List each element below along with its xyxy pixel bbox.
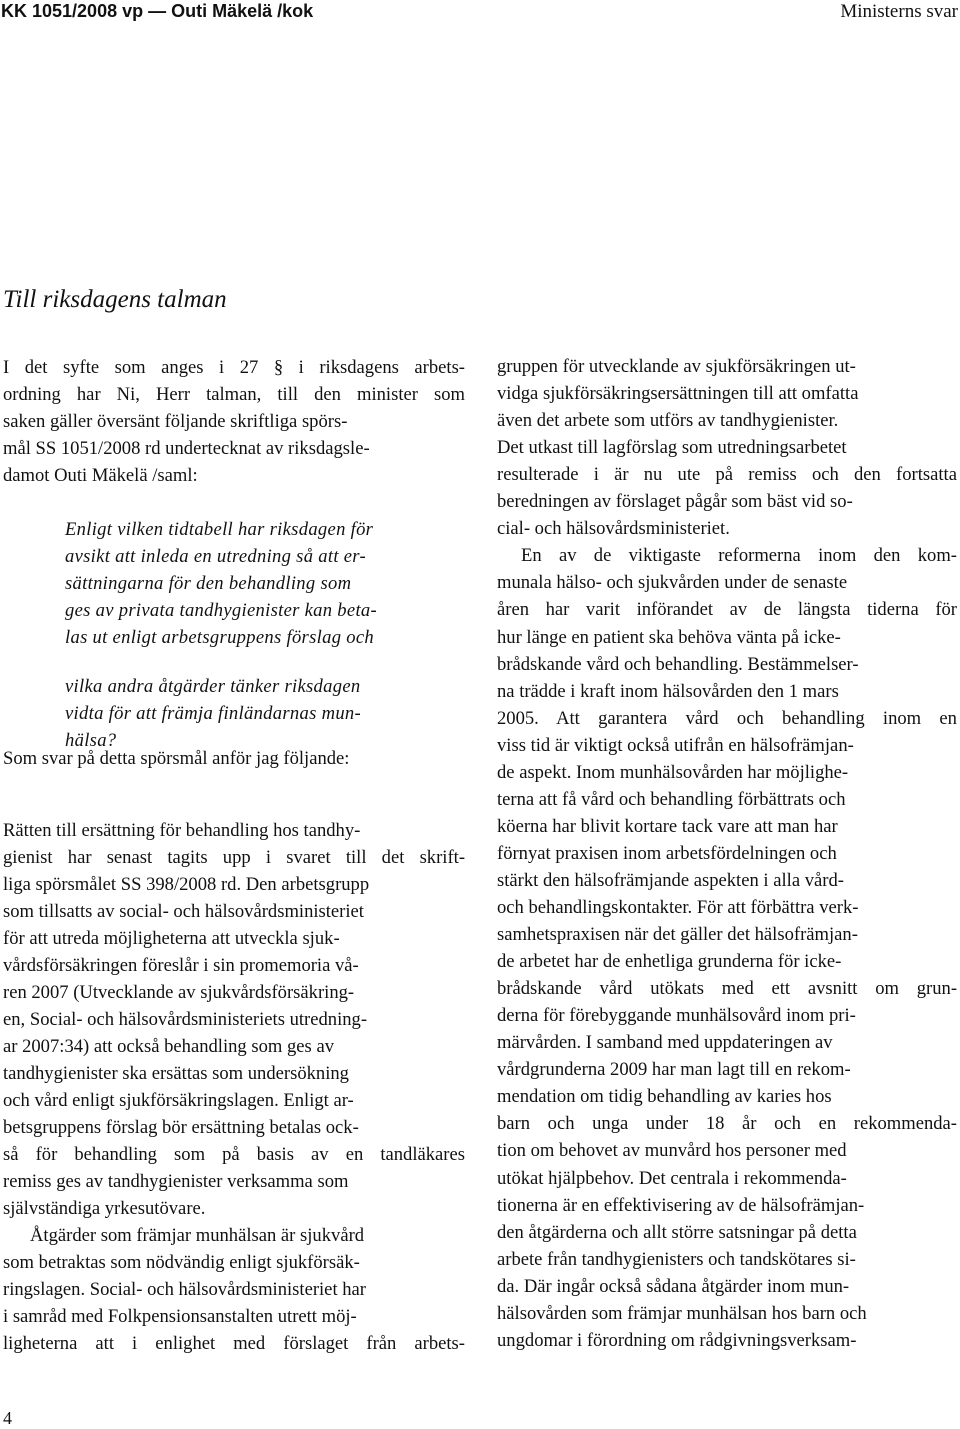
right-column-line: hur länge en patient ska behöva vänta på icke- bbox=[497, 627, 841, 648]
right-column-line: derna för förebyggande munhälsovård inom pri- bbox=[497, 1005, 856, 1026]
left-column-line: damot Outi Mäkelä /saml: bbox=[3, 465, 198, 486]
left-column-line: Åtgärder som främjar munhälsan är sjukvård bbox=[30, 1225, 365, 1246]
right-column-line: munala hälso- och sjukvården under de senaste bbox=[497, 572, 848, 593]
left-column-line: så för behandling som på basis av en tandläkares bbox=[3, 1144, 465, 1165]
right-column-line: na trädde i kraft inom hälsovården den 1 mars bbox=[497, 681, 839, 702]
right-column-line: Det utkast till lagförslag som utredningsarbetet bbox=[497, 437, 847, 458]
right-column-line: 2005. Att garantera vård och behandling inom en bbox=[497, 708, 957, 729]
right-column-line: viss tid är viktigt också utifrån en hälsofrämjan- bbox=[497, 735, 854, 756]
right-column-line: märvården. I samband med uppdateringen av bbox=[497, 1032, 833, 1053]
left-column-line: självständiga yrkesutövare. bbox=[3, 1198, 206, 1219]
running-header-right: Ministerns svar bbox=[840, 1, 958, 22]
left-column-line: I det syfte som anges i 27 § i riksdagens arbets- bbox=[3, 357, 465, 378]
left-column-line: hälsa? bbox=[65, 730, 117, 751]
right-column-line: förnyat praxisen inom arbetsfördelningen och bbox=[497, 843, 837, 864]
page-number: 4 bbox=[3, 1408, 12, 1428]
right-column-line: brådskande vård utökats med ett avsnitt om grun- bbox=[497, 978, 958, 999]
left-column-line: gienist har senast tagits upp i svaret till det skrift- bbox=[3, 847, 466, 868]
left-column-line: tandhygienister ska ersättas som undersökning bbox=[3, 1063, 349, 1084]
right-column-line: ungdomar i förordning om rådgivningsverksam- bbox=[497, 1330, 857, 1351]
left-column-line: ligheterna att i enlighet med förslaget från arbets- bbox=[3, 1333, 465, 1354]
right-column-line: de aspekt. Inom munhälsovården har möjlighe- bbox=[497, 762, 849, 783]
right-column-line: den åtgärderna och allt större satsningar på detta bbox=[497, 1222, 857, 1243]
left-column-line: Enligt vilken tidtabell har riksdagen för bbox=[65, 519, 374, 540]
left-column-line: ren 2007 (Utvecklande av sjukvårdsförsäkring- bbox=[3, 982, 355, 1003]
left-column-line: Som svar på detta spörsmål anför jag följande: bbox=[3, 748, 350, 769]
right-column-line: beredningen av förslaget pågår som bäst vid so- bbox=[497, 491, 853, 512]
left-column-line: sättningarna för den behandling som bbox=[65, 573, 352, 594]
right-column-line: åren har varit införandet av de längsta tiderna för bbox=[497, 599, 957, 620]
running-header-left: KK 1051/2008 vp — Outi Mäkelä /kok bbox=[1, 1, 314, 21]
left-column-line: las ut enligt arbetsgruppens förslag och bbox=[65, 627, 374, 648]
right-column-line: utökat hjälpbehov. Det centrala i rekommenda- bbox=[497, 1168, 847, 1189]
right-column-line: En av de viktigaste reformerna inom den kom- bbox=[521, 545, 957, 566]
right-column-line: gruppen för utvecklande av sjukförsäkringen ut- bbox=[497, 356, 856, 377]
right-column-line: även det arbete som utförs av tandhygienister. bbox=[497, 410, 839, 431]
right-column-line: cial- och hälsovårdsministeriet. bbox=[497, 518, 730, 539]
left-column-line: vårdsförsäkringen föreslår i sin promemoria vå- bbox=[3, 955, 359, 976]
left-column-line: som tillsatts av social- och hälsovårdsministeriet bbox=[3, 901, 364, 922]
right-column-line: de arbetet har de enhetliga grunderna för icke- bbox=[497, 951, 842, 972]
left-column-line: ordning har Ni, Herr talman, till den minister som bbox=[3, 384, 465, 405]
right-column-line: tion om behovet av munvård hos personer med bbox=[497, 1140, 847, 1161]
left-column-line: avsikt att inleda en utredning så att er- bbox=[65, 546, 366, 567]
left-column-line: saken gäller översänt följande skriftliga spörs- bbox=[3, 411, 348, 432]
right-column-line: stärkt den hälsofrämjande aspekten i alla vård- bbox=[497, 870, 844, 891]
right-column-line: resulterade i är nu ute på remiss och den fortsatta bbox=[497, 464, 957, 485]
right-column-line: köerna har blivit kortare tack vare att man har bbox=[497, 816, 838, 837]
right-column-line: terna att få vård och behandling förbättrats och bbox=[497, 789, 846, 810]
left-column-line: i samråd med Folkpensionsanstalten utrett möj- bbox=[3, 1306, 357, 1327]
left-column-line: Rätten till ersättning för behandling hos tandhy- bbox=[3, 820, 361, 841]
left-column-line: vidta för att främja finländarnas mun- bbox=[65, 703, 361, 724]
right-column-line: samhetspraxisen när det gäller det hälsofrämjan- bbox=[497, 924, 858, 945]
left-column-line: remiss ges av tandhygienister verksamma som bbox=[3, 1171, 349, 1192]
right-column-line: arbete från tandhygienisters och tandskötares si- bbox=[497, 1249, 856, 1270]
left-column-line: som betraktas som nödvändig enligt sjukförsäk- bbox=[3, 1252, 360, 1273]
left-column-line: för att utreda möjligheterna att utveckla sjuk- bbox=[3, 928, 340, 949]
right-column-line: hälsovården som främjar munhälsan hos barn och bbox=[497, 1303, 867, 1324]
left-column-line: vilka andra åtgärder tänker riksdagen bbox=[65, 676, 361, 697]
left-column-line: liga spörsmålet SS 398/2008 rd. Den arbetsgrupp bbox=[3, 874, 370, 895]
right-column-line: barn och unga under 18 år och en rekommenda- bbox=[497, 1113, 958, 1134]
left-column-line: och vård enligt sjukförsäkringslagen. Enligt ar- bbox=[3, 1090, 354, 1111]
right-column-line: vidga sjukförsäkringsersättningen till att omfatta bbox=[497, 383, 859, 404]
left-column-line: betsgruppens förslag bör ersättning betalas ock- bbox=[3, 1117, 359, 1138]
left-column-line: ringslagen. Social- och hälsovårdsministeriet har bbox=[3, 1279, 366, 1300]
right-column-line: tionerna är en effektivisering av de hälsofrämjan- bbox=[497, 1195, 865, 1216]
left-column-line: mål SS 1051/2008 rd undertecknat av riksdagsle- bbox=[3, 438, 370, 459]
right-column-line: vårdgrunderna 2009 har man lagt till en rekom- bbox=[497, 1059, 851, 1080]
left-column-line: en, Social- och hälsovårdsministeriets utredning- bbox=[3, 1009, 368, 1030]
left-column-line: ges av privata tandhygienister kan beta- bbox=[65, 600, 378, 621]
page-title: Till riksdagens talman bbox=[3, 286, 227, 313]
right-column-line: da. Där ingår också sådana åtgärder inom mun- bbox=[497, 1276, 850, 1297]
right-column-line: brådskande vård och behandling. Bestämmelser- bbox=[497, 654, 859, 675]
left-column-line: ar 2007:34) att också behandling som ges av bbox=[3, 1036, 334, 1057]
right-column-line: och behandlingskontakter. För att förbättra verk- bbox=[497, 897, 859, 918]
right-column-line: mendation om tidig behandling av karies hos bbox=[497, 1086, 832, 1107]
